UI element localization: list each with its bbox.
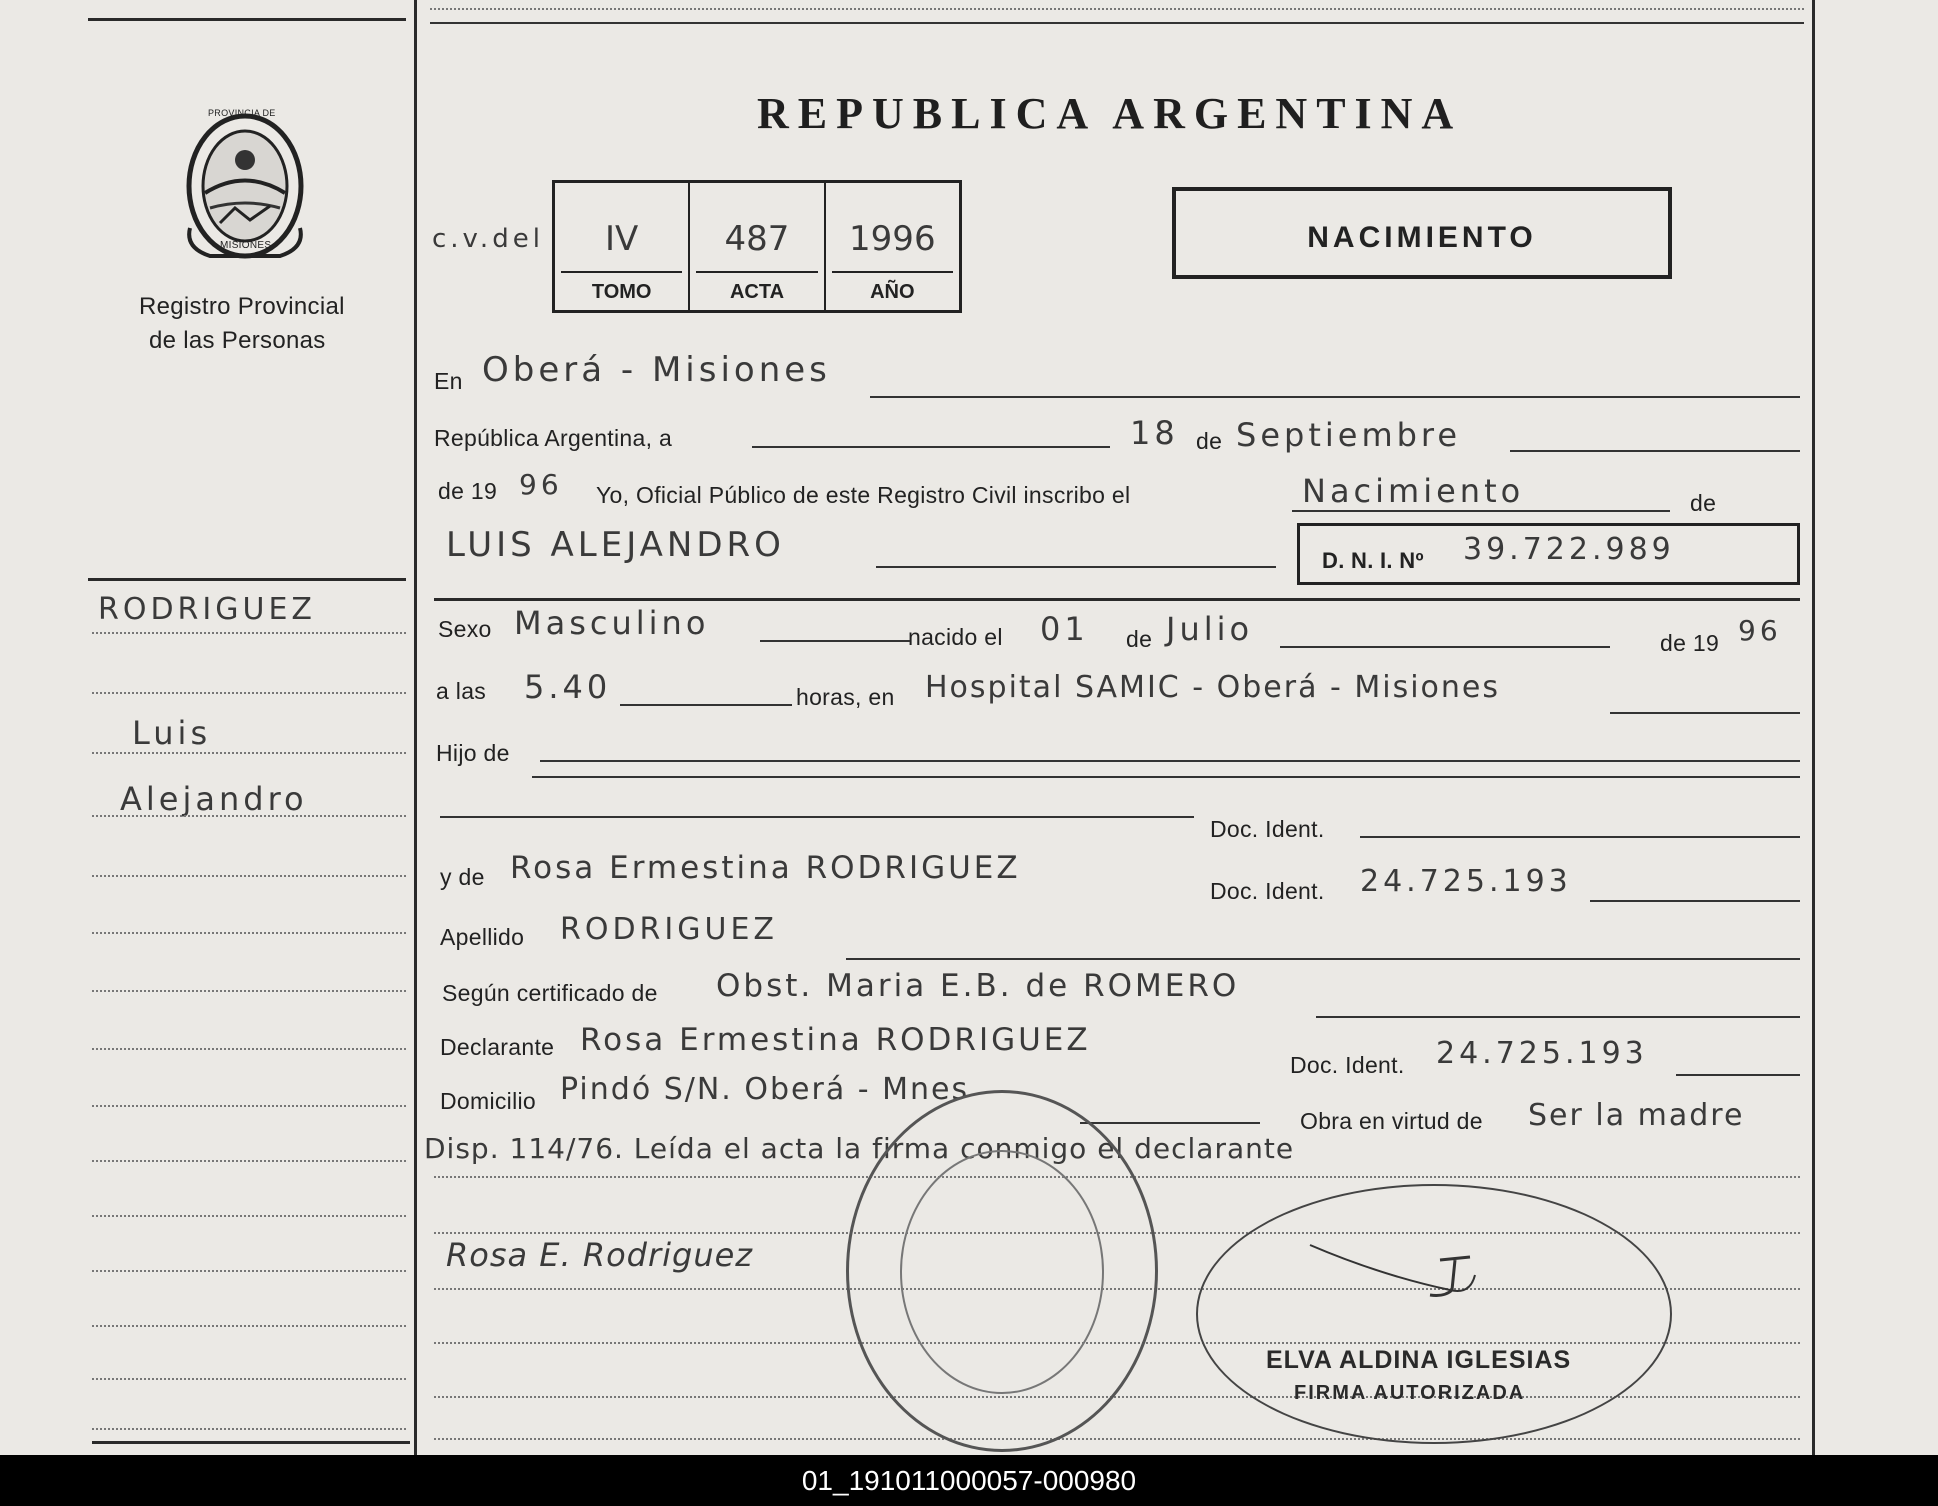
domicilio-label: Domicilio — [440, 1088, 536, 1114]
month-line — [1510, 450, 1800, 452]
declarante-label: Declarante — [440, 1034, 555, 1060]
obra-value: Ser la madre — [1528, 1098, 1745, 1133]
hijo-de-line — [540, 760, 1800, 762]
record-type-box — [1172, 187, 1672, 279]
anio-header: AÑO — [870, 281, 915, 303]
year-prefix: de 19 — [438, 478, 498, 504]
sexo-value: Masculino — [514, 604, 710, 642]
birth-time-line — [620, 704, 792, 706]
apellido-value: RODRIGUEZ — [560, 912, 778, 947]
en-label: En — [434, 368, 463, 394]
declarante-signature: Rosa E. Rodriguez — [446, 1236, 754, 1274]
apellido-line — [846, 958, 1800, 960]
seal-text-bottom: MISIONES — [220, 240, 272, 251]
body-dotted-line — [434, 1438, 1800, 1440]
file-id: 01_191011000057-000980 — [801, 1465, 1137, 1496]
mother-doc-label: Doc. Ident. — [1210, 878, 1325, 904]
anio-underline — [832, 271, 953, 273]
margin-dotted-line — [92, 632, 406, 634]
declarante-doc-line — [1676, 1074, 1800, 1076]
margin-dotted-line — [92, 990, 406, 992]
place-line — [870, 396, 1800, 398]
anio-value: 1996 — [849, 219, 936, 259]
child-name: LUIS ALEJANDRO — [446, 525, 785, 565]
left-margin-divider — [414, 0, 417, 1455]
top-margin-rule — [88, 18, 406, 21]
nacido-label: nacido el — [908, 624, 1003, 650]
yo-statement: Yo, Oficial Público de este Registro Civil inscribo el — [596, 482, 1131, 508]
bottom-margin-rule — [92, 1441, 410, 1444]
margin-dotted-line — [92, 1105, 406, 1107]
place-value: Oberá - Misiones — [482, 350, 831, 390]
margin-rule-2 — [88, 578, 406, 581]
declarante-doc-value: 24.725.193 — [1436, 1036, 1648, 1071]
obra-label: Obra en virtud de — [1300, 1108, 1483, 1134]
section-rule — [434, 598, 1800, 601]
right-border — [1812, 0, 1815, 1455]
acta-value: 487 — [724, 219, 790, 259]
y-de-label: y de — [440, 864, 485, 890]
acta-header: ACTA — [729, 281, 785, 303]
margin-dotted-line — [92, 752, 406, 754]
certificado-line — [1316, 1016, 1800, 1018]
margin-surname: RODRIGUEZ — [98, 592, 316, 627]
horas-label: horas, en — [796, 684, 895, 710]
birth-place-value: Hospital SAMIC - Oberá - Misiones — [925, 670, 1501, 705]
de-label: de — [1196, 428, 1223, 454]
de-label-3: de — [1126, 626, 1153, 652]
mother-doc-value: 24.725.193 — [1360, 864, 1572, 899]
birth-place-line — [1610, 712, 1800, 714]
margin-name-1: Luis — [132, 714, 212, 752]
margin-dotted-line — [92, 1270, 406, 1272]
mother-name-value: Rosa Ermestina RODRIGUEZ — [510, 850, 1021, 886]
birth-time-value: 5.40 — [524, 668, 612, 706]
year-suffix: 96 — [519, 468, 563, 501]
handwritten-prefix: c.v.del — [432, 224, 544, 254]
domicilio-line — [1080, 1122, 1260, 1124]
day-value: 18 — [1130, 414, 1179, 452]
acta-underline — [696, 271, 817, 273]
registry-name-line2: de las Personas — [149, 327, 326, 354]
father-doc-line — [1360, 836, 1800, 838]
birth-year-suffix: 96 — [1738, 614, 1782, 647]
declarante-value: Rosa Ermestina RODRIGUEZ — [580, 1022, 1091, 1058]
anio-cell — [826, 183, 959, 310]
tomo-cell — [555, 183, 690, 310]
margin-dotted-line — [92, 815, 406, 817]
hijo-de-line-2 — [532, 776, 1800, 778]
top-dotted-rule — [430, 8, 1804, 10]
domicilio-value: Pindó S/N. Oberá - Mnes — [560, 1072, 970, 1107]
declarante-doc-label: Doc. Ident. — [1290, 1052, 1405, 1078]
tomo-value: IV — [605, 219, 639, 259]
sexo-label: Sexo — [438, 616, 492, 642]
record-type-label: NACIMIENTO — [1307, 221, 1537, 254]
father-line — [440, 816, 1194, 818]
official-signature-mark — [1300, 1235, 1560, 1315]
registry-stamp-inner — [900, 1150, 1104, 1394]
tomo-header: TOMO — [591, 281, 652, 303]
act-value: Nacimiento — [1302, 472, 1525, 510]
seal-text-top: PROVINCIA DE — [208, 108, 276, 118]
republica-label: República Argentina, a — [434, 425, 673, 451]
dni-label: D. N. I. Nº — [1322, 548, 1424, 573]
margin-dotted-line — [92, 1325, 406, 1327]
tomo-underline — [561, 271, 682, 273]
official-title: FIRMA AUTORIZADA — [1294, 1382, 1526, 1404]
birth-month-value: Julio — [1166, 610, 1254, 648]
margin-dotted-line — [92, 1428, 406, 1430]
margin-dotted-line — [92, 1048, 406, 1050]
certificado-value: Obst. Maria E.B. de ROMERO — [716, 968, 1240, 1004]
margin-name-2: Alejandro — [120, 780, 308, 818]
birth-day-value: 01 — [1040, 610, 1089, 648]
official-name: ELVA ALDINA IGLESIAS — [1266, 1346, 1572, 1374]
hijo-de-label: Hijo de — [436, 740, 510, 766]
birth-month-line — [1280, 646, 1610, 648]
acta-cell — [690, 183, 825, 310]
margin-dotted-line — [92, 932, 406, 934]
act-line — [1292, 510, 1670, 512]
registry-name-line1: Registro Provincial — [139, 293, 345, 320]
record-number-table — [552, 180, 962, 313]
child-name-line — [876, 566, 1276, 568]
margin-dotted-line — [92, 1160, 406, 1162]
de-label-2: de — [1690, 490, 1717, 516]
file-id-footer — [0, 1455, 1938, 1506]
margin-dotted-line — [92, 1378, 406, 1380]
month-value: Septiembre — [1236, 416, 1462, 454]
birth-year-prefix: de 19 — [1660, 630, 1720, 656]
father-doc-label: Doc. Ident. — [1210, 816, 1325, 842]
segun-label: Según certificado de — [442, 980, 658, 1006]
country-title: REPUBLICA ARGENTINA — [757, 89, 1463, 138]
sexo-line — [760, 640, 910, 642]
top-solid-rule — [430, 22, 1804, 24]
dni-value: 39.722.989 — [1463, 532, 1675, 567]
margin-dotted-line — [92, 1215, 406, 1217]
date-pre-line — [752, 446, 1110, 448]
apellido-label: Apellido — [440, 924, 525, 950]
note-line: Disp. 114/76. Leída el acta la firma conmigo el declarante — [424, 1132, 1295, 1165]
mother-doc-line — [1590, 900, 1800, 902]
a-las-label: a las — [436, 678, 487, 704]
margin-dotted-line — [92, 875, 406, 877]
margin-dotted-line — [92, 692, 406, 694]
dni-box — [1297, 523, 1800, 585]
